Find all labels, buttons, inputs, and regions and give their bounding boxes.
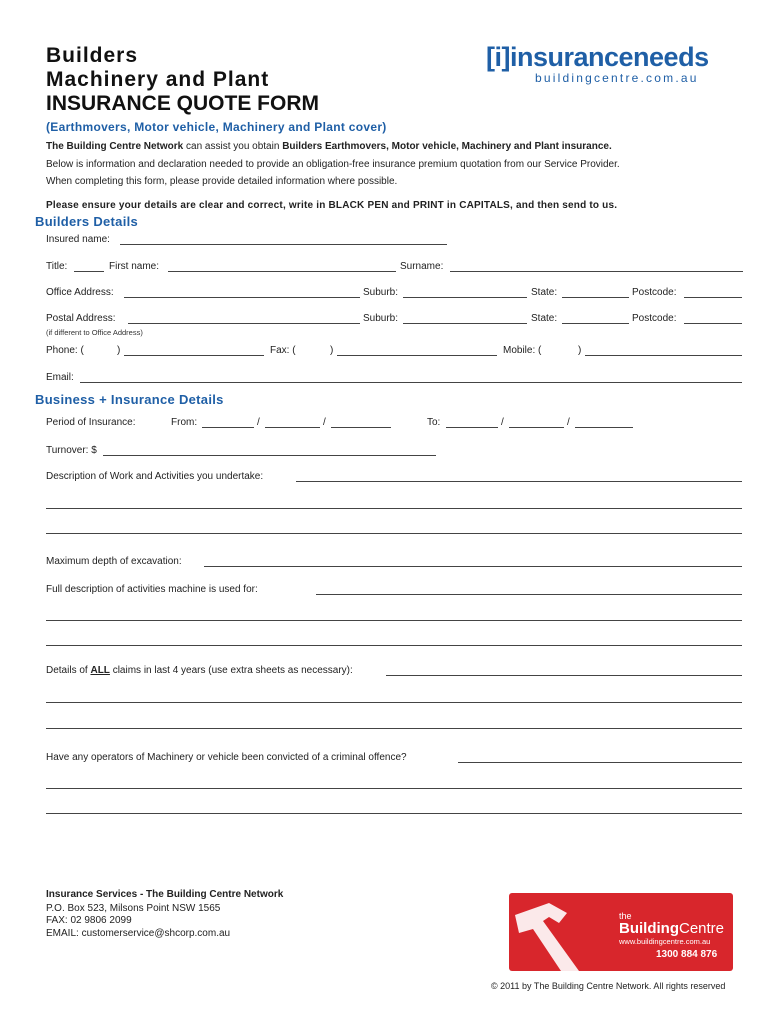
to-year-field[interactable] (575, 427, 633, 428)
postal-suburb-field[interactable] (403, 323, 527, 324)
postal-postcode-label: Postcode: (632, 313, 677, 324)
logo-bracket-i: [i] (486, 42, 510, 72)
bcn-building: Building (619, 920, 679, 937)
postal-suburb-label: Suburb: (363, 313, 399, 324)
machine-use-field-2[interactable] (46, 620, 742, 621)
claims-field-1[interactable] (386, 675, 742, 676)
insuranceneeds-logo (486, 42, 709, 73)
description-field-2[interactable] (46, 508, 742, 509)
convicted-field-3[interactable] (46, 813, 742, 814)
claims-field-3[interactable] (46, 728, 742, 729)
phone-label: Phone: ( (46, 345, 84, 356)
from-year-field[interactable] (331, 427, 391, 428)
surname-field[interactable] (450, 271, 743, 272)
postal-state-label: State: (531, 313, 558, 324)
description-label: Description of Work and Activities you undertake: (46, 471, 264, 482)
email-label: Email: (46, 372, 74, 383)
claims-field-2[interactable] (46, 702, 742, 703)
intro-line-3: When completing this form, please provide detailed information where possible. (46, 176, 398, 187)
subtitle: (Earthmovers, Motor vehicle, Machinery and Plant cover) (46, 120, 387, 134)
title-line-3: INSURANCE QUOTE FORM (46, 92, 319, 115)
office-postcode-field[interactable] (684, 297, 742, 298)
intro-mid: can assist you obtain (183, 141, 283, 152)
bcn-wordmark (619, 920, 724, 937)
builders-details-heading: Builders Details (35, 214, 139, 229)
email-field[interactable] (80, 382, 742, 383)
turnover-field[interactable] (103, 455, 436, 456)
business-details-heading: Business + Insurance Details (35, 392, 224, 407)
from-day-field[interactable] (202, 427, 254, 428)
intro-bold-2: Builders Earthmovers, Motor vehicle, Machinery and Plant insurance. (282, 141, 612, 152)
postal-address-label: Postal Address: (46, 313, 116, 324)
postal-note: (if different to Office Address) (46, 328, 143, 337)
claims-all: ALL (90, 665, 110, 676)
postal-postcode-field[interactable] (684, 323, 742, 324)
convicted-field-2[interactable] (46, 788, 742, 789)
first-name-label: First name: (109, 261, 160, 272)
footer-po-box: P.O. Box 523, Milsons Point NSW 1565 (46, 903, 221, 914)
insured-name-field[interactable] (120, 244, 447, 245)
bcn-url: www.buildingcentre.com.au (619, 937, 711, 946)
insured-name-label: Insured name: (46, 234, 110, 245)
footer-email: EMAIL: customerservice@shcorp.com.au (46, 928, 231, 939)
first-name-field[interactable] (168, 271, 396, 272)
to-label: To: (427, 417, 441, 428)
to-day-field[interactable] (446, 427, 498, 428)
machine-use-field-1[interactable] (316, 594, 742, 595)
excavation-label: Maximum depth of excavation: (46, 556, 182, 567)
to-slash-2: / (567, 417, 570, 428)
period-label: Period of Insurance: (46, 417, 136, 428)
surname-label: Surname: (400, 261, 444, 272)
office-state-label: State: (531, 287, 558, 298)
turnover-label: Turnover: $ (46, 445, 97, 456)
mobile-close: ) (578, 345, 582, 356)
title-line-2: Machinery and Plant (46, 68, 270, 91)
from-slash-1: / (257, 417, 260, 428)
logo-insurance: insurance (509, 42, 634, 72)
from-month-field[interactable] (265, 427, 320, 428)
from-slash-2: / (323, 417, 326, 428)
to-month-field[interactable] (509, 427, 564, 428)
office-address-field[interactable] (124, 297, 360, 298)
machine-use-field-3[interactable] (46, 645, 742, 646)
description-field-3[interactable] (46, 533, 742, 534)
bcn-centre: Centre (679, 920, 725, 937)
claims-post: claims in last 4 years (use extra sheets as necessary): (109, 665, 353, 676)
postal-state-field[interactable] (562, 323, 629, 324)
intro-bold-1: The Building Centre Network (46, 141, 184, 152)
claims-pre: Details of (46, 665, 91, 676)
logo-subtext: buildingcentre.com.au (535, 71, 699, 85)
logo-needs: needs (633, 42, 709, 72)
fax-label: Fax: ( (270, 345, 296, 356)
phone-field[interactable] (124, 355, 264, 356)
title-field[interactable] (74, 271, 104, 272)
claims-label (46, 665, 353, 676)
office-state-field[interactable] (562, 297, 629, 298)
copyright: © 2011 by The Building Centre Network. All rights reserved (491, 981, 726, 991)
office-suburb-field[interactable] (403, 297, 527, 298)
title-label: Title: (46, 261, 68, 272)
to-slash-1: / (501, 417, 504, 428)
title-line-1: Builders (46, 44, 139, 67)
intro-line-1 (46, 141, 612, 152)
office-postcode-label: Postcode: (632, 287, 677, 298)
convicted-field-1[interactable] (458, 762, 742, 763)
footer-org: Insurance Services - The Building Centre Network (46, 889, 284, 900)
phone-close: ) (117, 345, 121, 356)
bcn-the: the (619, 911, 632, 921)
bcn-phone: 1300 884 876 (656, 949, 718, 960)
office-address-label: Office Address: (46, 287, 114, 298)
convicted-label: Have any operators of Machinery or vehicle been convicted of a criminal offence? (46, 752, 407, 763)
excavation-field[interactable] (204, 566, 742, 567)
instruction: Please ensure your details are clear and correct, write in BLACK PEN and PRINT in CAPITALS, and then send to us. (46, 200, 618, 211)
description-field-1[interactable] (296, 481, 742, 482)
postal-address-field[interactable] (128, 323, 360, 324)
footer-fax: FAX: 02 9806 2099 (46, 915, 132, 926)
machine-use-label: Full description of activities machine is used for: (46, 584, 258, 595)
mobile-label: Mobile: ( (503, 345, 542, 356)
office-suburb-label: Suburb: (363, 287, 399, 298)
fax-field[interactable] (337, 355, 497, 356)
fax-close: ) (330, 345, 334, 356)
from-label: From: (171, 417, 198, 428)
building-centre-logo (509, 893, 733, 971)
intro-line-2: Below is information and declaration needed to provide an obligation-free insurance premium quotation from our Service Provider. (46, 159, 620, 170)
mobile-field[interactable] (585, 355, 742, 356)
